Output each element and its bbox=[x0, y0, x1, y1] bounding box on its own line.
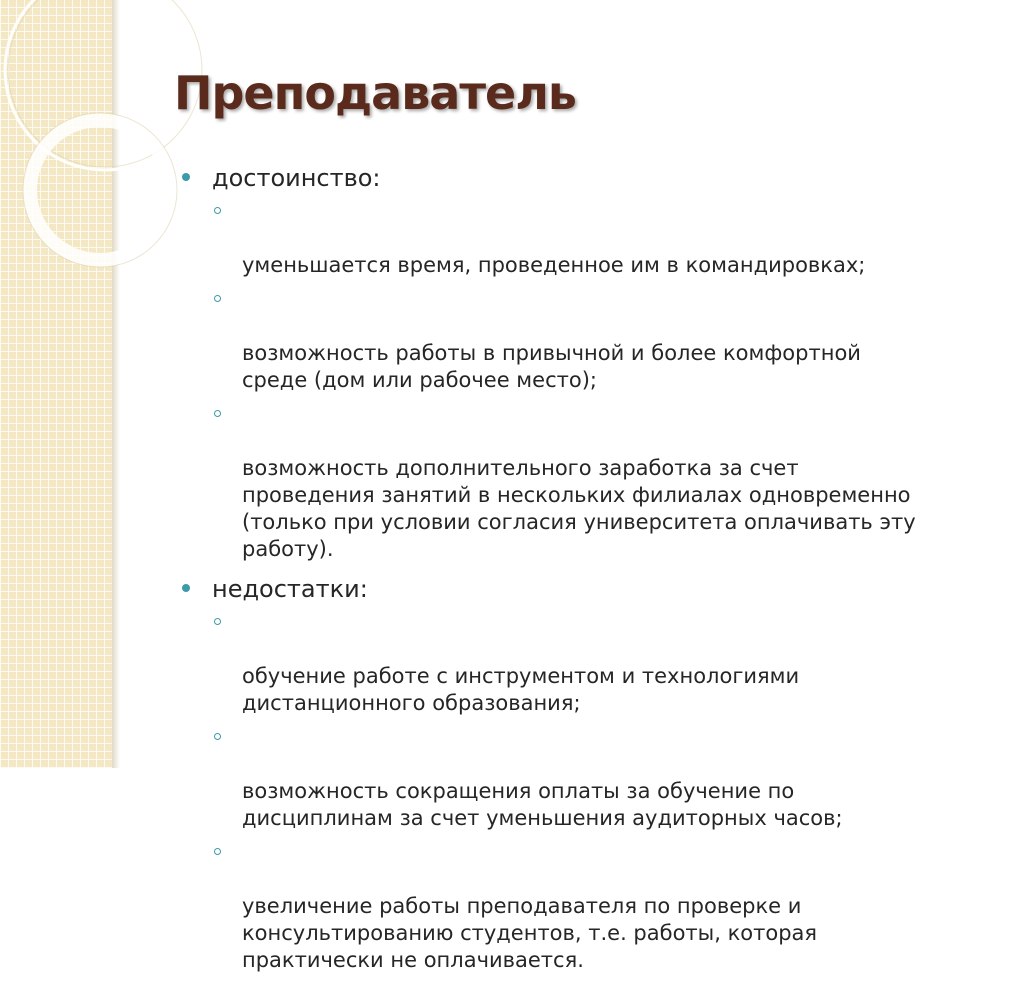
slide-title: Преподаватель bbox=[174, 66, 576, 120]
bullet-ring-icon bbox=[214, 295, 221, 302]
bullet-ring-icon bbox=[214, 410, 221, 417]
bullet-ring-icon bbox=[214, 207, 221, 214]
list-item-text: возможность дополнительного заработка за счет проведения занятий в нескольких филиалах одновременно (только при условии согласия университета оплачивать эту работу). bbox=[242, 456, 916, 561]
list-item-text: возможность сокращения оплаты за обучение по дисциплинам за счет уменьшения аудиторных часов; bbox=[242, 779, 843, 830]
section-label: недостатки: bbox=[212, 575, 368, 603]
list-item-text: увеличение работы преподавателя по проверке и консультированию студентов, т.е. работы, которая практически не оплачивается. bbox=[242, 894, 818, 972]
list-item bbox=[212, 286, 1000, 394]
bullet-ring-icon bbox=[214, 733, 221, 740]
list-item bbox=[212, 724, 1000, 832]
section-label: достоинство: bbox=[212, 164, 381, 192]
list-item-text: обучение работе с инструментом и технологиями дистанционного образования; bbox=[242, 664, 800, 715]
list-item-text: уменьшается время, проведенное им в командировках; bbox=[242, 253, 866, 277]
bullet-ring-icon bbox=[214, 618, 221, 625]
section-disadvantages bbox=[180, 573, 1000, 605]
disadvantages-list bbox=[212, 609, 1000, 974]
list-item bbox=[212, 609, 1000, 717]
list-item bbox=[212, 839, 1000, 974]
slide-content bbox=[180, 162, 1000, 984]
bullet-dot-icon bbox=[182, 584, 190, 592]
bullet-ring-icon bbox=[214, 848, 221, 855]
section-advantages bbox=[180, 162, 1000, 194]
list-item-text: возможность работы в привычной и более комфортной среде (дом или рабочее место); bbox=[242, 341, 861, 392]
list-item bbox=[212, 198, 1000, 279]
decorative-ring-thick bbox=[30, 120, 170, 260]
list-item bbox=[212, 401, 1000, 563]
bullet-dot-icon bbox=[182, 173, 190, 181]
advantages-list bbox=[212, 198, 1000, 563]
